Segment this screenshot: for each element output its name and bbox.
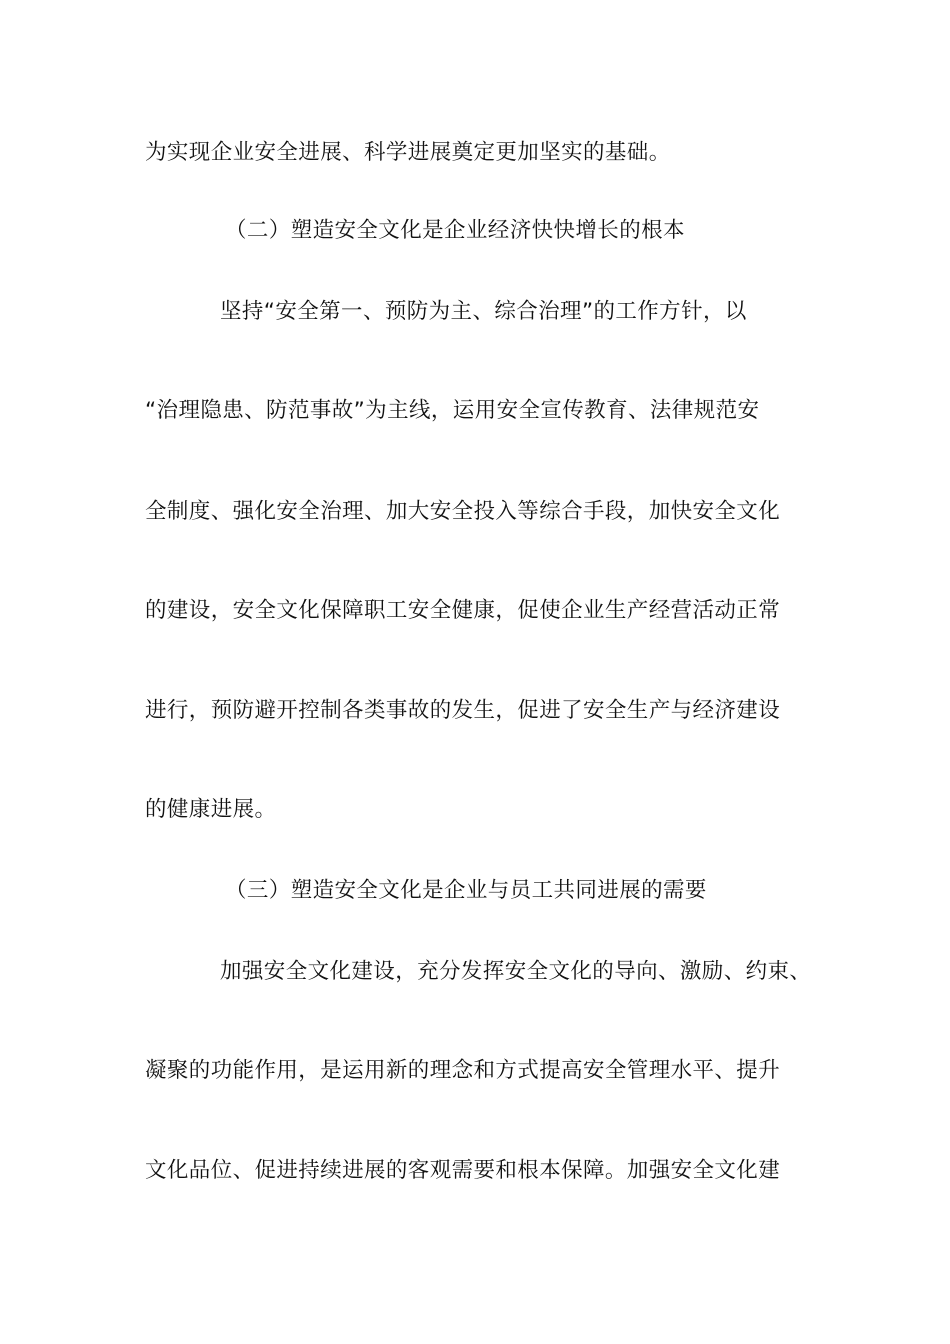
paragraph-line: 的建设，安全文化保障职工安全健康，促使企业生产经营活动正常 <box>145 598 781 623</box>
paragraph-line: 的健康进展。 <box>145 797 277 822</box>
section-heading: （三）塑造安全文化是企业与员工共同进展的需要 <box>225 878 707 903</box>
paragraph-line: 坚持“安全第一、预防为主、综合治理”的工作方针，以 <box>220 299 747 324</box>
paragraph-line: 全制度、强化安全治理、加大安全投入等综合手段，加快安全文化 <box>145 499 781 524</box>
paragraph-line: 为实现企业安全进展、科学进展奠定更加坚实的基础。 <box>145 140 671 165</box>
paragraph-line: 进行，预防避开控制各类事故的发生，促进了安全生产与经济建设 <box>145 698 781 723</box>
paragraph-line: 文化品位、促进持续进展的客观需要和根本保障。加强安全文化建 <box>145 1158 781 1183</box>
section-heading: （二）塑造安全文化是企业经济快快增长的根本 <box>225 218 685 243</box>
paragraph-line: 加强安全文化建设，充分发挥安全文化的导向、激励、约束、 <box>220 959 812 984</box>
paragraph-line: 凝聚的功能作用，是运用新的理念和方式提高安全管理水平、提升 <box>145 1058 781 1083</box>
paragraph-line: “治理隐患、防范事故”为主线，运用安全宣传教育、法律规范安 <box>145 398 760 423</box>
